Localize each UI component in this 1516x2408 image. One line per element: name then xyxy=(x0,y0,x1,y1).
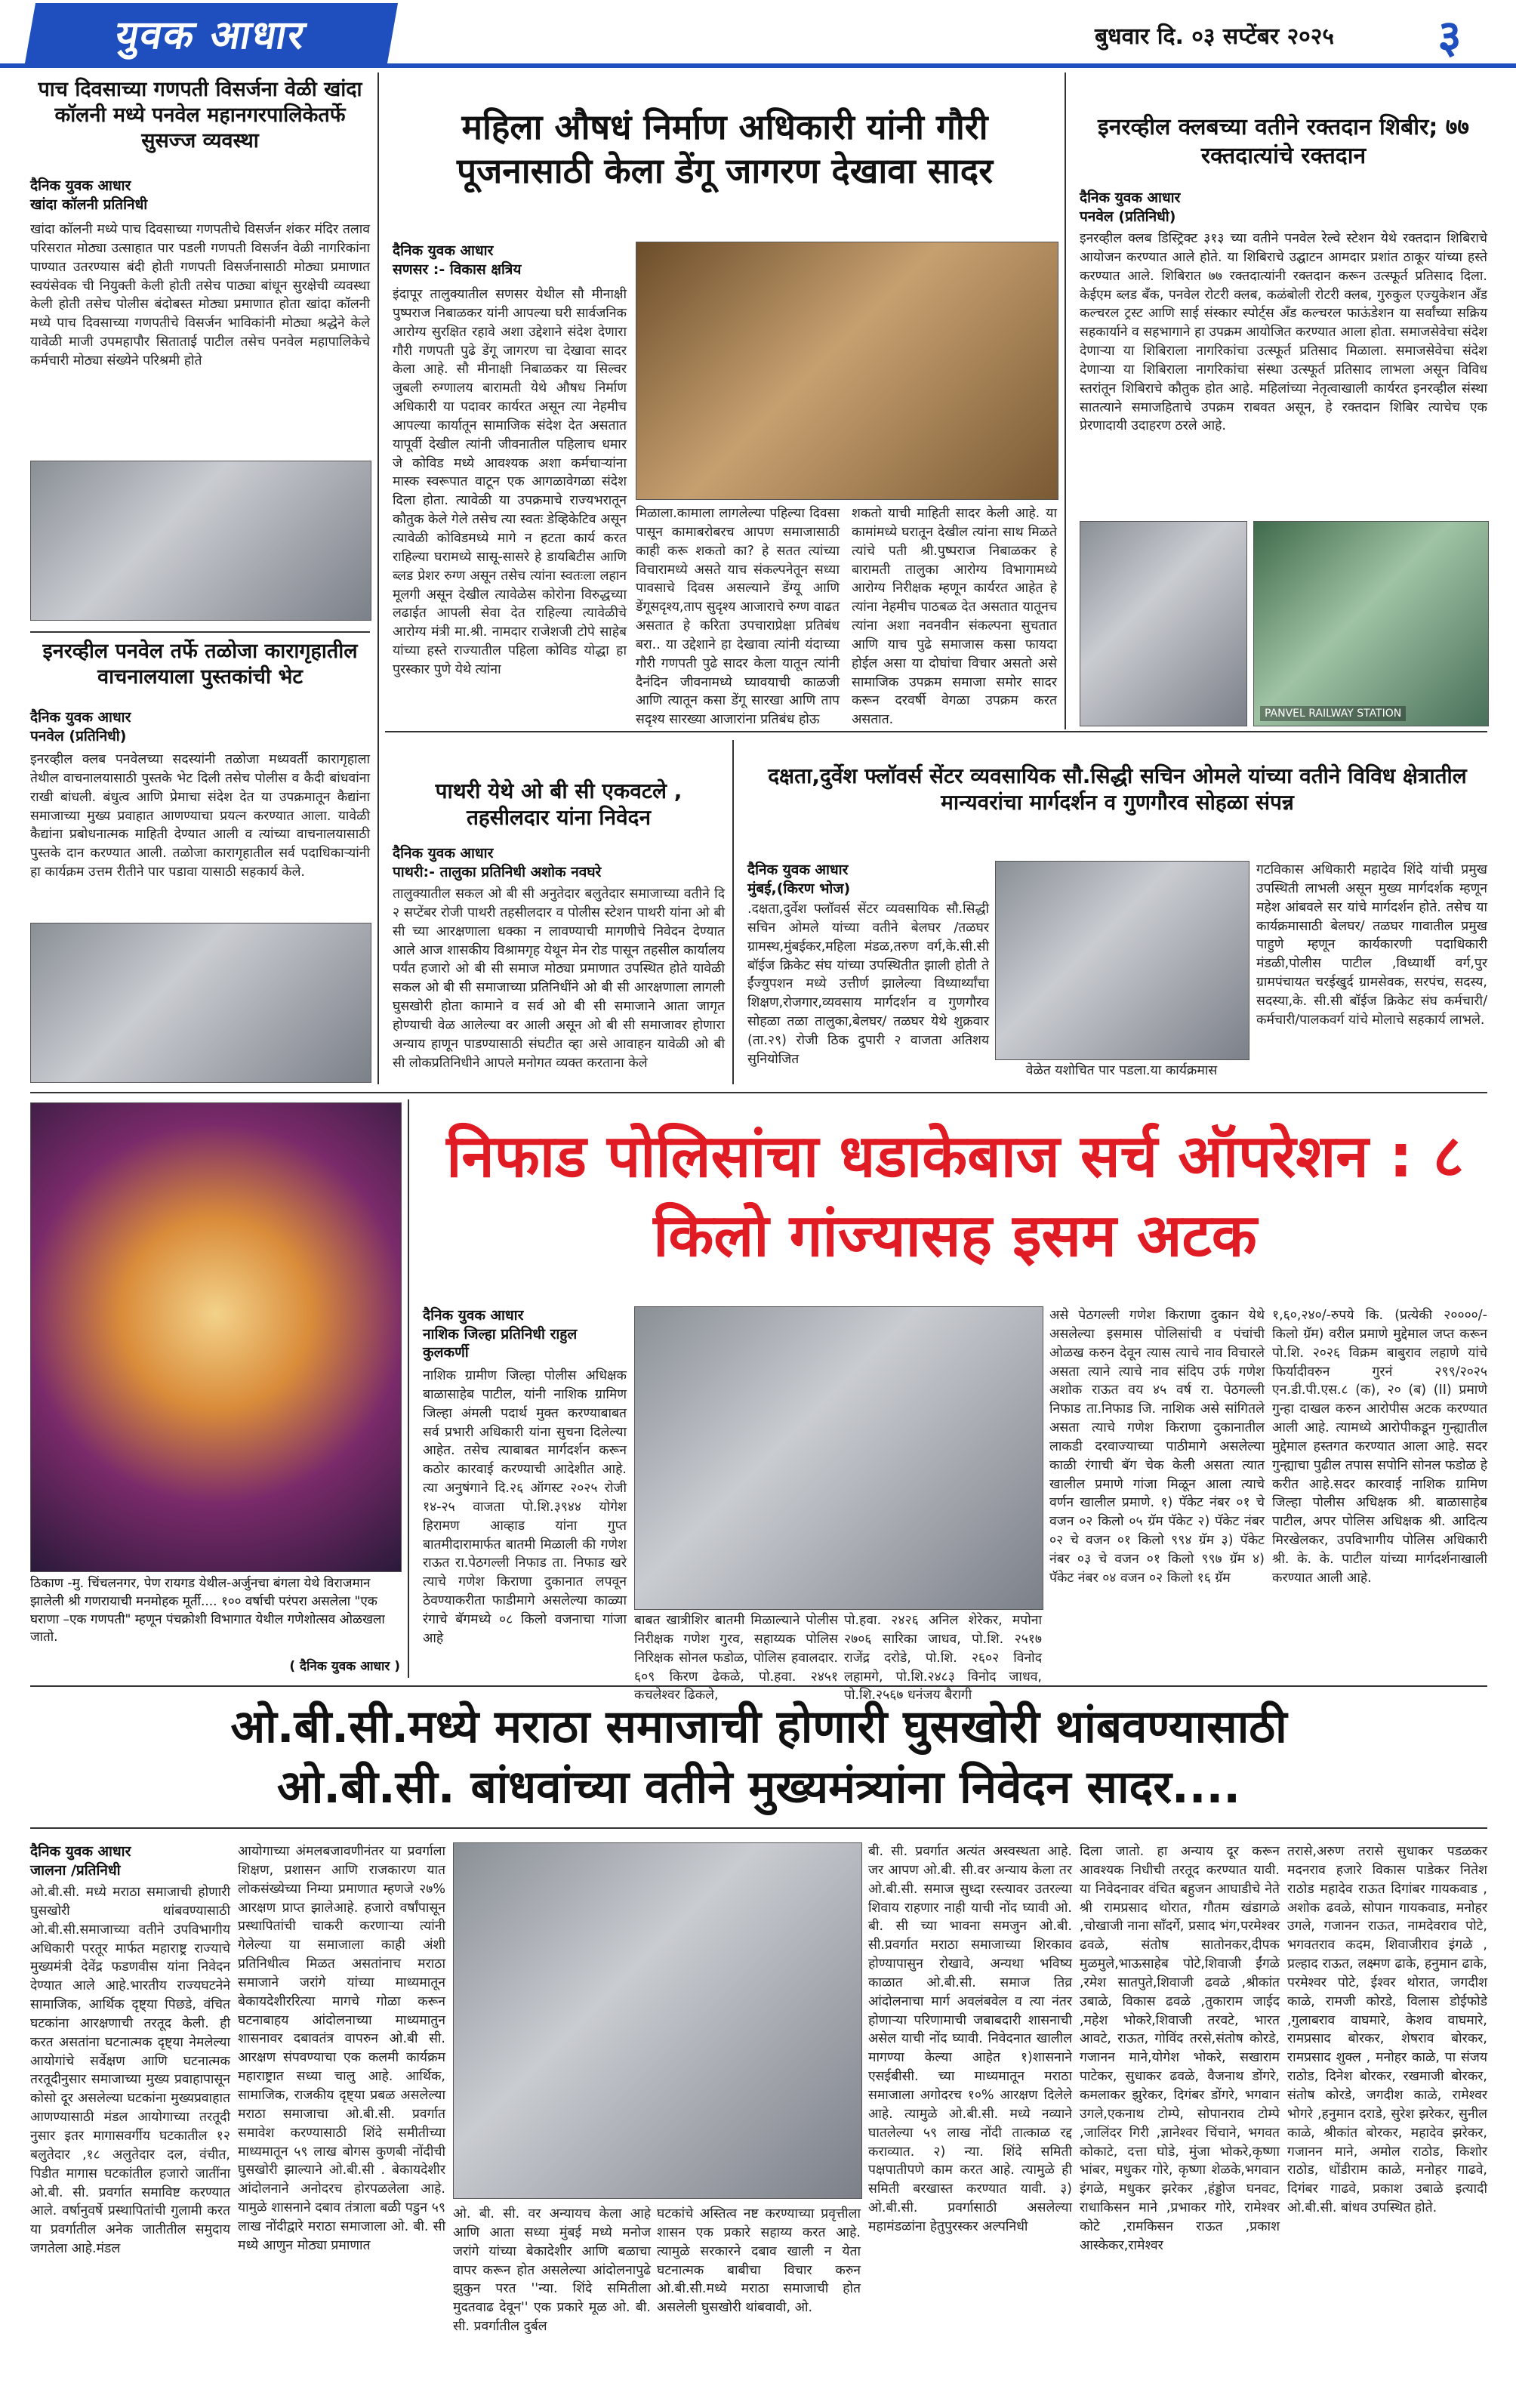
art6-headline: दक्षता,दुर्वेश फ्लॉवर्स सेंटर व्यवसायिक सौ.सिद्धी सचिन ओमले यांच्या वतीने विविध क्षेत्रातील मान्यवरांचा मार्गदर्शन व गुणगौरव सोहळा संपन्न xyxy=(768,763,1467,815)
art4-photo-donor xyxy=(1080,521,1247,726)
masthead-text: युवक आधार xyxy=(112,12,310,58)
page-number: ३ xyxy=(1437,11,1462,63)
art3-photo-exhibit xyxy=(636,242,1058,500)
masthead-logo xyxy=(25,3,398,63)
art3-byline-paper: दैनिक युवक आधार xyxy=(393,242,494,259)
divider xyxy=(385,731,1487,732)
art8-col2: आयोगाच्या अंमलबजावणीनंतर या प्रवर्गाला शिक्षण, प्रशासन आणि राजकारण यात लोकसंख्येच्या निम्या प्रमाणात म्हणजे २७% आरक्षण प्राप्त झालेआहे. हजारो वर्षांपासून प्रस्थापितांची चाकरी करणाऱ्या त्यांनी गेलेल्या या समाजाला काही अंशी प्रतिनिधीत्व मिळत असतांनाच मराठा समाजाने जरांगे यांच्या माध्यमातून बेकायदेशीररित्या मागचे गोळा करून घटनाबाहय आंदोलनाच्या माध्यमातुन शासनावर दबावतंत्र वापरुन ओ.बी सी. आरक्षण संपवण्याचा एक कलमी कार्यक्रम महाराष्ट्रात सध्या चालु आहे. आर्थिक, सामाजिक, राजकीय दृष्ट्या प्रबळ असलेल्या मराठा समाजाचा ओ.बी.सी. प्रवर्गात समावेश करण्यासाठी शिंदे समीतीच्या माध्यमातून ५९ लाख बोगस कुणबी नोंदीची घुसखोरी झाल्याने ओ.बी.सी . बेकायदेशीर आंदोलनाने अनोदरच होरपळलेला आहे. यामुळे शासनाने दबाव तंत्राला बळी पडुन ५९ लाख नोंदीद्वारे मराठा समाजाला ओ. बी. सी मध्ये आणुन मोठ्या प्रमाणात xyxy=(238,1844,445,2253)
art7-body-col4: १,६०,२४०/-रुपये कि. (प्रत्येकी २००००/- किलो ग्रॅम) वरील प्रमाणे मुद्देमाल जप्त करून पो.शि. २०२६ विक्रम बाबुराव लहाणे यांचे फिर्यादीवरुन गुरनं २९९/२०२५ एन.डी.पी.एस.८ (क), २० (ब) (II) प्रमाणे गुन्हा दाखल करुन आरोपीस अटक करण्यात आली आहे. त्यामध्ये आरोपीकडून गुन्ह्यातील मुद्देमाल हस्तगत करण्यात आला आहे. सदर गुन्ह्याचा पुढील तपास सपोनि सोनल फडोळ हे करीत आहे.सदर कारवाई नाशिक ग्रामिण जिल्हा पोलीस अधिक्षक श्री. बाळासाहेब पाटील, अपर पोलिस अधिक्षक श्री. आदित्य मिरखेलकर, उपविभागीय पोलिस अधिकारी श्री. के. के. पाटील यांच्या मार्गदर्शनाखाली करण्यात आली आहे. xyxy=(1272,1308,1487,1586)
divider xyxy=(30,631,370,633)
art7-headline: निफाड पोलिसांचा धडाकेबाज सर्च ऑपरेशन : ८ किलो गांज्यासह इसम अटक xyxy=(446,1123,1464,1271)
art7-body-col1: नाशिक ग्रामीण जिल्हा पोलीस अधिक्षक बाळासाहेब पाटील, यांनी नाशिक ग्रामिण जिल्हा अंमली पदार्थ मुक्त करण्याबाबत सर्व प्रभारी अधिकारी यांना सुचना दिलेल्या आहेत. तसेच त्याबाबत मार्गदर्शन करून कठोर कारवाई करण्याची आदेशीत आहे. त्या अनुषंगाने दि.२६ ऑगस्ट २०२५ रोजी १४-२५ वाजता पो.शि.३९४४ योगेश हिरामण आव्हाड यांना गुप्त बातमीदारामार्फत बातमी मिळाली की गणेश राऊत रा.पेठगल्ली निफाड ता. निफाड खरे त्याचे गणेश किराणा दुकानात लपवून ठेवण्याकरीता फाडीमागे असलेल्या काळ्या रंगाचे बॅगमध्ये ०८ किलो वजनाचा गांजा आहे xyxy=(423,1368,627,1646)
art2-byline xyxy=(30,708,370,748)
art5-headline: पाथरी येथे ओ बी सी एकवटले , तहसीलदार यांना निवेदन xyxy=(435,779,683,830)
art7-byline-paper: दैनिक युवक आधार xyxy=(423,1307,524,1324)
art8-byline xyxy=(30,1842,230,1882)
art2-photo xyxy=(30,923,371,1083)
art4-photo-group xyxy=(1253,521,1489,726)
art3-body-col1: इंदापूर तालुक्यातील सणसर येथील सौ मीनाक्षी पुष्पराज निबाळकर यांनी आपल्या घरी सार्वजनिक आरोग्य सुरक्षित रहावे अशा उद्देशाने संदेश देणारा गौरी गणपती पुढे डेंगू जागरण चा देखावा सादर केला आहे. सौ मीनाक्षी निबाळकर या सिल्वर जुबली रुग्णालय बारामती येथे औषध निर्माण अधिकारी या पदावर कार्यरत असून त्या नेहमीच आपल्या कार्यातून सामाजिक संदेश देत असतात यापूर्वी देखील त्यांनी जीवनातील पहिलाच धमार जे कोविड मध्ये आवश्यक अशा कर्मचाऱ्यांना मास्क स्वरूपात वाटून एक आगळावेगळा संदेश दिला होता. त्यावेळी या उपक्रमाचे राज्यभरातून कौतुक केले गेले तसेच त्या स्वतः डेव्हिकेटिव असून त्यावेळी कोविडमध्ये मागे न हटता कार्य करत राहिल्या घरामध्ये सासू-सासरे हे डायबिटीस आणि ब्लड प्रेशर रुग्ण असून तसेच त्यांना स्वतःला लहान मूलगी असून देखील त्यावेळेस कोरोना विरुद्धच्या लढाईत आपली सेवा देत राहिल्या त्यावेळीचे आरोग्य मंत्री मा.श्री. नामदार राजेशजी टोपे साहेब यांच्या हस्ते राज्यातील पहिला कोविड योद्धा हा पुरस्कार पुणे येथे त्यांना xyxy=(393,287,627,677)
header-rule xyxy=(0,63,1516,68)
art6-body: .दक्षता,दुर्वेश फ्लॉवर्स सेंटर व्यवसायिक सौ.सिद्धी सचिन ओमले यांच्या वतीने बेलघर /तळघर ग्रामस्थ,मुंबईकर,महिला मंडळ,तरुण वर्ग,के.सी.सी बॉईज क्रिकेट संघ यांच्या उपस्थितीत झाली होती ते ईंज्युपशन मध्ये उत्तीर्ण झालेल्या विध्यार्थ्यांचा शिक्षण,रोजगार,व्यवसाय मार्गदर्शन व गुणगौरव सोहळा तळा तालुका,बेलघर/ तळघर येथे शुक्रवार (ता.२९) रोजी ठिक दुपारी २ वाजता अतिशय सुनियोजित xyxy=(747,902,989,1067)
art3-headline: महिला औषधं निर्माण अधिकारी यांनी गौरी पूजनासाठी केला डेंगू जागरण देखावा सादर xyxy=(456,106,994,191)
art8-headline-line2: ओ.बी.सी. बांधवांच्या वतीने मुख्यमंत्र्यांना निवेदन सादर.... xyxy=(276,1761,1241,1814)
column-divider xyxy=(408,1099,409,1678)
art4-byline-paper: दैनिक युवक आधार xyxy=(1080,190,1181,206)
art8-col1: ओ.बी.सी. मध्ये मराठा समाजाची होणारी घुसखोरी थांबवण्यासाठी ओ.बी.सी.समाजाच्या वतीने उपविभागीय अधिकारी परतूर मार्फत महाराष्ट्र राज्याचे मुख्यमंत्री देवेंद्र फडणवीस यांना निवेदन देण्यात आले आहे.भारतीय राज्यघटनेने सामाजिक, आर्थिक दृष्ट्या पिछडे, वंचित घटकांना आरक्षणाची तरतूद केली. ही करत असतांना घटनात्मक दृष्ट्या नेमलेल्या आयोगांचे सर्वेक्षण आणि घटनात्मक तरतूदीनुसार समाजाच्या मुख्य प्रवाहापासून कोसो दूर असलेल्या घटकांना मुख्यप्रवाहात आणण्यासाठी मंडल आयोगाच्या तरतूदी नुसार इतर मागासवर्गीय घटकातील १२ बलुतेदार ,१८ अलुतेदार दल, वंचीत, पिडीत मागास घटकांतील हजारो जातींना ओ.बी. सी. प्रवर्गात समाविष्ट करण्यात आले. वर्षानुवर्षे प्रस्थापितांची गुलामी करत या प्रवर्गातील अनेक जातीतील समुदाय जगतेला आहे.मंडल xyxy=(30,1885,230,2257)
art8-byline-paper: दैनिक युवक आधार xyxy=(30,1843,131,1860)
art4-byline xyxy=(1080,189,1487,228)
art3-body-col3: शकतो याची माहिती सादर केली आहे. या कामांमध्ये घरातून देखील त्यांना साथ मिळते त्यांचे पती श्री.पुष्पराज निबाळकर हे बारामती तालुका आरोग्य विभागामध्ये आरोग्य निरीक्षक म्हणून कार्यरत आहेत हे त्यांना नेहमीच पाठबळ देत असतात यातूनच त्यांना अशा नवनवीन संकल्पना सुचतात आणि याच पुढे समाजास कसा फायदा होईल असा या दोघांचा विचार असतो असे सामाजिक उपक्रम समाजा समोर सादर करून दरवर्षी वेगळा उपक्रम करत असतात. xyxy=(852,506,1057,728)
column-divider xyxy=(377,72,379,1084)
art8-col6: दिला जातो. हा अन्याय दूर करून आवश्यक निधीची तरतूद करण्यात यावी. या निवेदनावर वंचित बहुजन आघाडीचे नेते श्री रामप्रसाद थोरात, गौतम खंडागळे ,चोखाजी नाना साँदर्गे, प्रसाद भंग,परमेश्वर ढवळे, संतोष सातोनकर,दीपक मुळमुले,भाऊसाहेब पोटे,शिवाजी ईंगळे ,रमेश सातपुते,शिवाजी ढवळे ,श्रीकांत उबाळे, विकास ढवळे ,तुकाराम जाईद ,महेश भोकरे,शिवाजी तरवटे, भारत आवटे, राऊत, गोविंद तरसे,संतोष कोरडे, गजानन माने,योगेश भोकरे, सखाराम पाटेकर, सुधाकर ढवळे, वैजनाथ डोंगरे, कमलाकर झुरेकर, दिगंबर डोंगरे, भगवान उगले,एकनाथ टोम्पे, सोपानराव टोम्पे ,जालिंदर गिरी ,ज्ञानेश्वर चिंचाने, भगवत कोकाटे, दत्ता घोडे, मुंजा भोकरे,कृष्णा भांबर, मधुकर गोरे, कृष्णा शेळके,भगवान इंगळे, मधुकर झरेकर ,हंड्डोज घनवट, राधाकिसन माने ,प्रभाकर गोरे, रामेश्वर कोटे ,रामकिसन राऊत ,प्रकाश आस्केकर,रामेश्वर xyxy=(1080,1844,1280,2253)
art3-byline-place: सणसर :- विकास क्षत्रिय xyxy=(393,261,522,278)
art3-body-col2: मिळाला.कामाला लागलेल्या पहिल्या दिवसा पासून कामाबरोबरच आपण समाजासाठी काही करू शकतो का? हे सतत त्यांच्या विचारामध्ये असते याच संकल्पनेतून सध्या पावसाचे दिवस असल्याने डेंग्यू आणि डेंगूसदृश्य,ताप सुदृश्य आजाराचे रुग्ण वाढत असतात हे करिता उपचाराप्रेक्षा प्रतिबंध बरा.. या उद्देशाने हा देखावा त्यांनी यंदाच्या गौरी गणपती पुढे सादर केला यातून त्यांनी दैनंदिन जीवनामध्ये घ्यावयाची काळजी आणि त्यातून कसा डेंगू सारखा आणि ताप सदृश्य सारख्या आजारांना प्रतिबंध होऊ xyxy=(636,506,840,728)
art2-body: इनरव्हील क्लब पनवेलच्या सदस्यांनी तळोजा मध्यवर्ती कारागृहाला तेथील वाचनालयासाठी पुस्तके भेट दिली तसेच पोलीस व कैदी बांधवांना राखी बांधली. बंधुत्व आणि प्रेमाचा संदेश देत या उपक्रमातून कैद्यांना समाजाच्या मुख्य प्रवाहात आणण्याचा प्रयत्न करण्यात आला. यावेळी कैद्यांना प्रबोधनात्मक माहिती देण्यात आली व त्यांच्या वाचनालयासाठी पुस्तके दान करण्यात आली. तळोजा कारागृहातील सर्व पदाधिकाऱ्यांनी हा कार्यक्रम उत्तम रीतीने पार पडावा यासाठी सहकार्य केले. xyxy=(30,752,370,880)
art1-byline xyxy=(30,177,370,217)
art5-byline xyxy=(393,844,725,883)
art1-byline-paper: दैनिक युवक आधार xyxy=(30,177,131,194)
art6-byline-place: मुंबई,(किरण भोज) xyxy=(747,880,851,897)
art5-body: तालुक्यातील सकल ओ बी सी अनुतेदार बलुतेदार समाजाच्या वतीने दि २ सप्टेंबर रोजी पाथरी तहसीलदार व पोलीस स्टेशन पाथरी यांना ओ बी सी च्या आरक्षणाला धक्का न लावण्याची मागणीचे निवेदन देण्यात आले आज शासकीय विश्रामगृह येथून मेन रोड पासून तहसील कार्यालय पर्यंत हजारो ओ बी सी समाज मोठ्या प्रमाणात उपस्थित होते यावेळी सकल ओ बी सी समाजाच्या प्रतिनिधींने ओ बी सी आरक्षणाला लागली घुसखोरी होता कामाने व सर्व ओ बी सी समाजाने आता जागृत होण्याची वेळ आलेल्या वर आली असून ओ बी सी समाजावर होणारा अन्याय हाणून पाडण्यासाठी संघटीत व्हा असे आवाहन यावेळी ओ बी सी लोकप्रतिनिधीने आपले मनोगत व्यक्त करताना केले xyxy=(393,886,725,1071)
panvel-station-banner: PANVEL RAILWAY STATION xyxy=(1260,706,1406,721)
art1-body: खांदा कॉलनी मध्ये पाच दिवसाच्या गणपतीचे विसर्जन शंकर मंदिर तलाव परिसरात मोठ्या उत्साहात पार पडली गणपती विसर्जन वेळी नागरिकांना पाण्यात उतरण्यास बंदी होती गणपती विसर्जनासाठी मोठ्या प्रमाणात स्वयंसेवक ची नियुक्ती केली होती तसेच पाठ्या बांधून सुरक्षेची व्यवस्था केली होती तसेच पोलीस बंदोबस्त मोठ्या प्रमाणात होता खांदा कॉलनी मध्ये पाच दिवसाच्या गणपतीचे विसर्जन भाविकांनी मोठ्या श्रद्धेने केले यावेळी माजी उपमहापौर सिताताई पाटील तसेच पनवेल महापालिकेचे कर्मचारी मोठ्या संख्येने परिश्रमी होते xyxy=(30,222,370,368)
art4-body: इनरव्हील क्लब डिस्ट्रिक्ट ३१३ च्या वतीने पनवेल रेल्वे स्टेशन येथे रक्तदान शिबिराचे आयोजन करण्यात आले होते. या शिबिराचे उद्घाटन आमदार प्रशांत ठाकूर यांच्या हस्ते करण्यात आले. शिबिरात ७७ रक्तदात्यांनी रक्तदान करून उत्स्फूर्त प्रतिसाद दिला. केईएम ब्लड बँक, पनवेल रोटरी क्लब, कळंबोली रोटरी क्लब, गुरुकुल एज्युकेशन अँड कल्चरल ट्रस्ट आणि साई संस्कार स्पोर्ट्स अँड कल्चरल फाऊंडेशन या सर्वांच्या सक्रिय सहकार्याने व सहभागाने हा उपक्रम आयोजित करण्यात आला होता. समाजसेवेचा संदेश देणाऱ्या या शिबिराला नागरिकांचा उत्स्फूर्त प्रतिसाद मिळाला. समाजसेवेचा संदेश देणाऱ्या या शिबिराला नागरिकांचा संस्था उत्स्फूर्त प्रतिसाद लाभला असून विविध स्तरांतून शिबिराचे कौतुक होत आहे. महिलांच्या नेतृत्वाखाली कार्यरत इनरव्हील संस्था सातत्याने समाजहिताचे उपक्रम राबवत असून, हे रक्तदान शिबिर त्याचेच एक प्रेरणादायी उदाहरण ठरले आहे. xyxy=(1080,231,1488,434)
art7-photo-caption: बाबत खात्रीशिर बातमी मिळाल्याने पोलीस निरीक्षक गणेश गुरव, सहाय्यक पोलिस निरिक्षक सोनल फडोळ, पोलिस हवालदार. ६०९ किरण ढेकळे, पो.हवा. २४५१ कचलेश्वर ढिकले, xyxy=(634,1613,838,1703)
art8-memorandum-photo xyxy=(453,1842,862,2199)
issue-date: बुधवार दि. ०३ सप्टेंबर २०२५ xyxy=(1095,23,1334,50)
art7-body-col2: पो.हवा. २४२६ अनिल शेरेकर, मपोना २७०६ सारिका जाधव, पो.शि. २५१७ राजेंद्र दरोडे, पो.शि. २६०२ विनोद लहामगे, पो.शि.२४८३ विनोद जाधव, पो.शि.२५६७ धनंजय बैरागी xyxy=(844,1613,1042,1703)
art2-byline-paper: दैनिक युवक आधार xyxy=(30,709,131,726)
art4-byline-place: पनवेल (प्रतिनिधी) xyxy=(1080,208,1176,225)
divider xyxy=(30,1092,1487,1093)
art8-headline-line1: ओ.बी.सी.मध्ये मराठा समाजाची होणारी घुसखोरी थांबवण्यासाठी xyxy=(230,1700,1287,1753)
ganesh-caption: ठिकाण -मु. चिंचलनगर, पेण रायगड येथील-अर्जुनचा बंगला येथे विराजमान झालेली श्री गणरायाची मनमोहक मूर्ती.... १०० वर्षाची परंपरा असलेला "एक घराणा –एक गणपती" म्हणून पंचक्रोशी विभागात येथील गणेशोत्सव ओळखला जातो. xyxy=(30,1576,385,1645)
art8-byline-place: जालना /प्रतिनिधी xyxy=(30,1861,121,1879)
art6-body-right: गटविकास अधिकारी महादेव शिंदे यांची प्रमुख उपस्थिती लाभली असून मुख्य मार्गदर्शक म्हणून महेश आंबवले सर यांचे मार्गदर्शन होते. तसेच या कार्यक्रमासाठी बेलघर/ तळघर गावातील प्रमुख पाहुणे म्हणून कार्यकारणी पदाधिकारी मंडळी,पोलीस पाटील ,विध्यार्थी वर्ग,पुर ग्रामपंचायत चरईखुर्द ग्रामसेवक, सरपंच, सदस्य, सदस्या,के. सी.सी बॉईज क्रिकेट संघ कर्मचारी/कर्मचारी/पालकवर्ग यांचे मोलाचे सहकार्य लाभले. xyxy=(1256,862,1487,1028)
art8-col3: ओ. बी. सी. वर अन्यायच केला आहे आणि आता सध्या मुंबई मध्ये मनोज जरांगे यांच्या बेकादेशीर आणि बळाचा वापर करून होत असलेल्या आंदोलनापुढे झुकुन परत ''न्या. शिंदे समितीला मुदतवाढ देवून'' एक प्रकारे मूळ ओ. बी. सी. प्रवर्गातील दुर्बल xyxy=(453,2206,651,2335)
art2-byline-place: पनवेल (प्रतिनिधी) xyxy=(30,727,127,745)
column-divider xyxy=(1065,72,1066,729)
art3-byline xyxy=(393,242,619,284)
art8-col7: तरासे,अरुण तरासे सुधाकर पडळकर मदनराव हजारे विकास पाडेकर नितेश राठोड महादेव राऊत दिगांबर गायकवाड , अशोक ढवळे, सोपान गायकवाड, मनोहर उगले, गजानन राऊत, नामदेवराव पोटे, भगवतराव कदम, शिवाजीराव इंगळे , प्रल्हाद राऊत, लक्ष्मण ढाके, हनुमान ढाके, परमेश्वर पोटे, ईश्वर थोरात, जगदीश काळे, रामजी कोरडे, विलास डोईफोडे ,गुलाबराव वाघमारे, केशव वाघमारे, रामप्रसाद बोरकर, शेषराव बोरकर, रामप्रसाद शुक्ल , मनोहर काळे, पा संजय राठोड, दिनेश बोरकर, रखमाजी बोरकर, संतोष कोरडे, जगदीश काळे, रामेश्वर भोगरे ,हनुमान दराडे, सुरेश झरेकर, सुनील काळे, श्रीकांत बोरकर, महादेव झरेकर, गजानन माने, अमोल राठोड, किशोर राठोड, धोंडीराम काळे, मनोहर गाढवे, दिगंबर गाढवे, प्रकाश उबाळे इत्यादी ओ.बी.सी. बांधव उपस्थित होते. xyxy=(1287,1844,1487,2216)
art7-byline-place: नाशिक जिल्हा प्रतिनिधी राहुल कुलकर्णी xyxy=(423,1325,578,1361)
art6-byline xyxy=(747,861,989,900)
art6-photo xyxy=(995,861,1249,1060)
art1-headline: पाच दिवसाच्या गणपती विसर्जना वेळी खांदा कॉलनी मध्ये पनवेल महानगरपालिकेतर्फे सुसज्ज व्यवस्था xyxy=(38,78,362,153)
divider xyxy=(30,1827,1487,1829)
art7-byline xyxy=(423,1306,627,1365)
art6-photo-caption: वेळेत यशोचित पार पडला.या कार्यक्रमास xyxy=(1025,1063,1218,1078)
ganesh-credit: ( दैनिक युवक आधार ) xyxy=(289,1659,400,1674)
art4-headline: इनरव्हील क्लबच्या वतीने रक्तदान शिबीर; ७७ रक्तदात्यांचे रक्तदान xyxy=(1098,114,1469,169)
divider xyxy=(30,1685,1487,1687)
art8-col4: घटकांचे अस्तित्व नष्ट करण्याच्या प्रवृत्तीला शासन एक प्रकारे सहाय्य करत आहे. त्यामुळे सरकारने दबाव खाली न येता घटनात्मक बाबीचा विचार करुन ओ.बी.सी.मध्ये मराठा समाजाची होत असलेली घुसखोरी थांबवावी, ओ. xyxy=(657,2206,861,2316)
art2-headline: इनरव्हील पनवेल तर्फे तळोजा कारागृहातील वाचनालयाला पुस्तकांची भेट xyxy=(42,640,358,689)
ganesh-idol-photo xyxy=(30,1102,402,1572)
art8-col5: बी. सी. प्रवर्गात अत्यंत अस्वस्थता आहे. जर आपण ओ.बी. सी.वर अन्याय केला तर ओ.बी.सी. समाज सुध्दा रस्त्यावर उतरल्या शिवाय राहणार नाही याची नोंद घ्यावी ओ. बी. सी च्या भावना समजुन ओ.बी. सी.प्रवर्गात मराठा समाजाच्या शिरकाव होण्यापासुन रोखावे, अन्यथा भविष्य काळात ओ.बी.सी. समाज तिव्र आंदोलनाचा मार्ग अवलंबवेल व त्या नंतर होणाऱ्या परिणामाची जबाबदारी शासनाची असेल याची नोंद घ्यावी. निवेदनात खालील मागण्या केल्या आहेत १)शासनाने एसईबीसी. च्या माध्यमातून मराठा समाजाला अगोदरच १०% आरक्षण दिलेले आहे. त्यामुळे ओ.बी.सी. मध्ये नव्याने घातलेल्या ५९ लाख नोंदी तात्काळ रद्द कराव्यात. २) न्या. शिंदे समिती पक्षपातीपणे काम करत आहे. त्यामुळे ही समिती बरखास्त करण्यात यावी. ३) ओ.बी.सी. प्रवर्गासाठी असलेल्या महामंडळांना हेतुपुरस्कर अल्पनिधी xyxy=(868,1844,1072,2234)
art6-byline-paper: दैनिक युवक आधार xyxy=(747,862,849,878)
art5-byline-place: पाथरी:- तालुका प्रतिनिधी अशोक नवघरे xyxy=(393,863,602,880)
art7-body-col3: असे पेठगल्ली गणेश किराणा दुकान येथे असलेल्या इसमास पोलिसांची व पंचांची ओळख करुन देवून त्यास त्याचे नाव विचारले असता त्याने त्याचे नाव संदिप उर्फ गणेश अशोक राऊत वय ४५ वर्ष रा. पेठगल्ली निफाड ता.निफाड जि. नाशिक असे सांगितले असता त्याचे गणेश किराणा दुकानातील लाकडी दरवाज्याच्या पाठीमागे असलेल्या काळी रंगाची बॅग चेक केली असता त्यात खालील प्रमाणे गांजा मिळून आला त्याचे वर्णन खालील प्रमाणे. १) पॅकेट नंबर ०१ चे वजन ०२ किलो ०५ ग्रॅम पॅकेट २) पॅकेट नंबर ०२ चे वजन ०१ किलो ९९४ ग्रॅम ३) पॅकेट नंबर ०३ चे वजन ०१ किलो ९९७ ग्रॅम ४) पॅकेट नंबर ०४ वजन ०२ किलो १६ ग्रॅम xyxy=(1049,1308,1265,1586)
art1-photo xyxy=(30,461,371,621)
art5-byline-paper: दैनिक युवक आधार xyxy=(393,845,494,862)
art1-byline-place: खांदा कॉलनी प्रतिनिधी xyxy=(30,196,148,213)
art7-police-photo xyxy=(634,1306,1043,1610)
column-divider xyxy=(732,740,734,1084)
